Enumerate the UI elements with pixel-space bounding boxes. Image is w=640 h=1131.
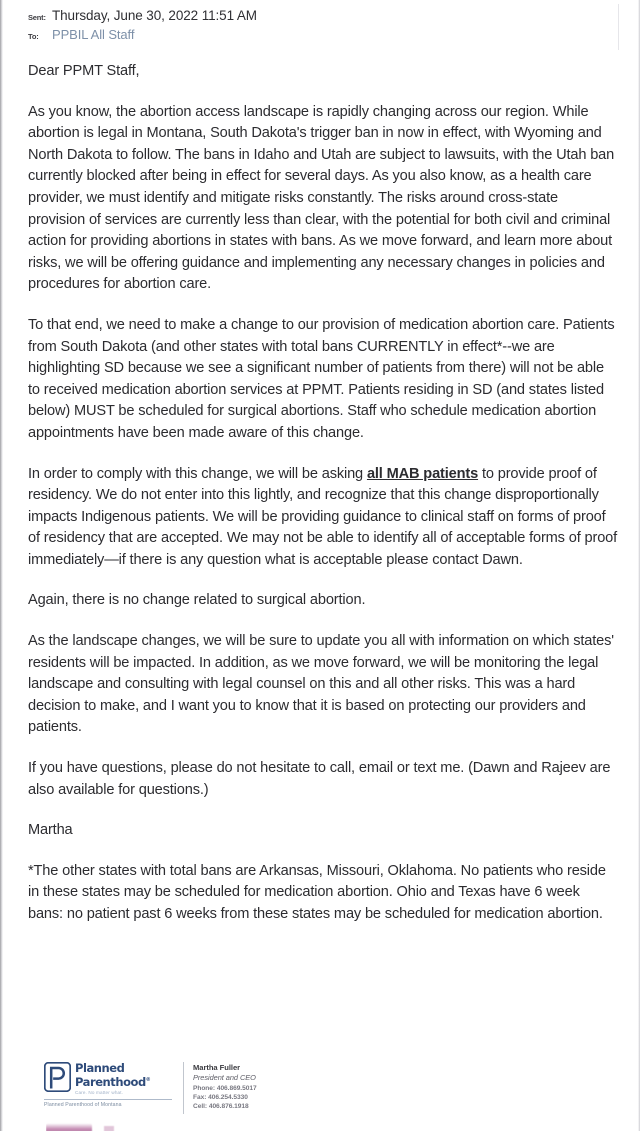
logo-line-2-text: Parenthood bbox=[75, 1074, 146, 1089]
paragraph-6: If you have questions, please do not hesitate to call, email or text me. (Dawn and Rajeev are also available for questions.) bbox=[28, 760, 611, 798]
affiliate-name: Planned Parenthood of Montana bbox=[44, 1102, 122, 1109]
paragraph-3 bbox=[28, 464, 618, 572]
email-header bbox=[28, 8, 618, 42]
header-divider bbox=[618, 4, 619, 50]
signature-vertical-divider bbox=[183, 1062, 184, 1114]
paragraph-1: As you know, the abortion access landscape is rapidly changing across our region. While abortion is legal in Montana, South Dakota's trigger ban in now in effect, with Wyoming and North Dakota to follow. The bans in Idaho and Utah are subject to lawsuits, with the Utah ban currently blocked after being in effect for several days. As you also know, as a health care provider, we must identify and mitigate risks constantly. The risks around cross-state provision of services are currently less than clear, with the potential for both civil and criminal action for providing abortions in states with bans. As we move forward, and learn more about risks, we will be offering guidance and implementing any necessary changes in policies and procedures for abortion care. bbox=[28, 103, 615, 293]
logo-divider-rule bbox=[44, 1099, 172, 1100]
logo-line-2 bbox=[75, 1075, 150, 1088]
signature-block bbox=[44, 1062, 344, 1131]
to-label: To: bbox=[28, 32, 39, 41]
sent-value: Thursday, June 30, 2022 11:51 AM bbox=[52, 8, 257, 23]
paragraph-5: As the landscape changes, we will be sure to update you all with information on which states' residents will be impacted. In addition, as we move forward, we will be monitoring the legal landscape and consulting with legal counsel on this and all other risks. This was a hard decision to make, and I want you to know that it is based on protecting our providers and patients. bbox=[28, 633, 614, 736]
planned-parenthood-logo bbox=[44, 1062, 176, 1108]
paragraph-3-trail-text: to provide proof of residency. We do not enter into this lightly, and recognize that this change disproportionally impacts Indigenous patients. We will be providing guidance to clinical staff on forms of proof of residency that are accepted. We may not be able to identify all of acceptable forms of proof immediately—if there is any question what is acceptable please contact Dawn. bbox=[28, 465, 618, 568]
paragraph-3-lead-text: In order to comply with this change, we will be asking bbox=[28, 465, 367, 482]
sent-row bbox=[28, 8, 618, 23]
signer-cell: Cell: 406.876.1918 bbox=[193, 1102, 249, 1110]
salutation: Dear PPMT Staff, bbox=[28, 63, 140, 79]
signature-contact-details bbox=[193, 1062, 257, 1111]
signer-phone: Phone: 406.869.5017 bbox=[193, 1084, 257, 1092]
footnote: *The other states with total bans are Arkansas, Missouri, Oklahoma. No patients who reside in these states may be scheduled for medication abortion. Ohio and Texas have 6 week bans: no patient past 6 weeks from these states may be scheduled for medication abortion. bbox=[28, 862, 606, 922]
email-body bbox=[28, 61, 618, 926]
to-row bbox=[28, 27, 618, 42]
signer-name: Martha Fuller bbox=[193, 1063, 241, 1072]
logo-line-1: Planned bbox=[75, 1062, 125, 1075]
paragraph-2: To that end, we need to make a change to our provision of medication abortion care. Patients from South Dakota (and other states with total bans CURRENTLY in effect*--we are highlighting SD because we see a significant number of patients from there) will not be able to received medication abortion services at PPMT. Patients residing in SD (and states listed below) MUST be scheduled for surgical abortions. Staff who schedule medication abortion appointments have been made aware of this change. bbox=[28, 316, 615, 441]
signer-fax: Fax: 406.254.5330 bbox=[193, 1093, 248, 1101]
planned-parenthood-mark-icon bbox=[44, 1062, 71, 1092]
sent-label: Sent: bbox=[28, 13, 46, 22]
signoff: Martha bbox=[28, 822, 73, 839]
paragraph-3-emphasis: all MAB patients bbox=[366, 465, 479, 482]
logo-trademark: ® bbox=[145, 1076, 151, 1083]
paragraph-4: Again, there is no change related to surgical abortion. bbox=[28, 592, 366, 609]
secondary-logo-mark-icon bbox=[46, 1122, 92, 1131]
secondary-logo-partial bbox=[46, 1122, 166, 1131]
secondary-logo-wordmark-fragment bbox=[104, 1126, 114, 1131]
signer-title: President and CEO bbox=[193, 1073, 256, 1082]
logo-tagline: Care. No matter what. bbox=[75, 1089, 124, 1095]
recipient-chip[interactable]: PPBIL All Staff bbox=[52, 27, 135, 42]
